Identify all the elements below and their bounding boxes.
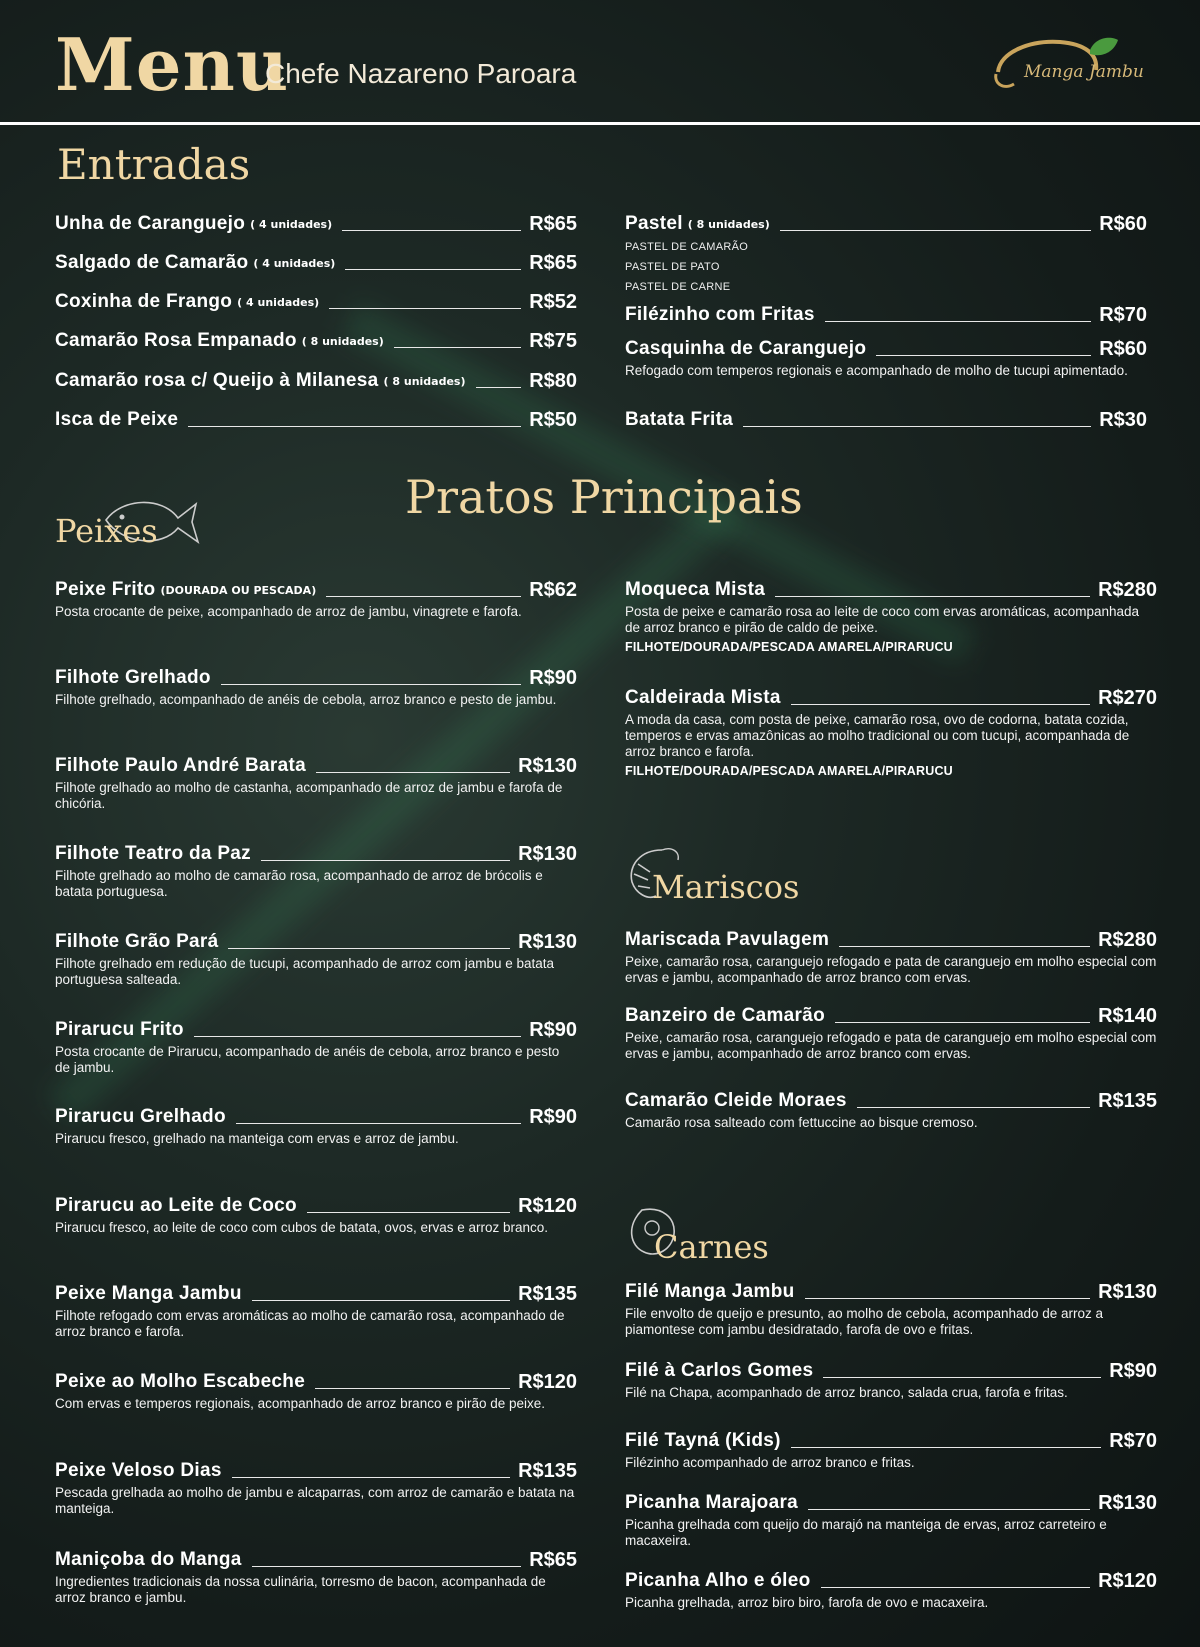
leader-line bbox=[232, 1477, 510, 1478]
leader-line bbox=[805, 1298, 1091, 1299]
item-name: Isca de Peixe bbox=[55, 409, 179, 430]
menu-item bbox=[625, 1088, 1157, 1131]
item-price: R$65 bbox=[529, 251, 577, 274]
item-name: Unha de Caranguejo bbox=[55, 213, 246, 234]
item-name: Peixe ao Molho Escabeche bbox=[55, 1371, 306, 1392]
item-qty: ( 4 unidades) bbox=[237, 295, 320, 309]
pastel-option: PASTEL DE CARNE bbox=[625, 281, 731, 293]
item-description: File envolto de queijo e presunto, ao molho de cebola, acompanhado de arroz a piamontese com jambu desidratado, farofa de ovo e fritas. bbox=[625, 1306, 1104, 1337]
peixes-title: Peixes bbox=[55, 512, 158, 550]
item-name: Pirarucu Grelhado bbox=[55, 1106, 226, 1127]
item-description: Peixe, camarão rosa, caranguejo refogado e pata de caranguejo em molho especial com ervas e jambu, acompanhado de arroz branco com ervas. bbox=[625, 1030, 1157, 1061]
leader-line bbox=[252, 1566, 522, 1567]
leader-line bbox=[775, 596, 1090, 597]
item-description: Pirarucu fresco, ao leite de coco com cubos de batata, ovos, ervas e arroz branco. bbox=[55, 1220, 549, 1235]
item-description: Pirarucu fresco, grelhado na manteiga com ervas e arroz de jambu. bbox=[55, 1131, 459, 1146]
item-price: R$90 bbox=[529, 1018, 577, 1041]
item-name: Caldeirada Mista bbox=[625, 687, 781, 708]
item-name: Peixe Frito bbox=[55, 579, 156, 600]
item-price: R$50 bbox=[529, 408, 577, 431]
item-name: Pirarucu ao Leite de Coco bbox=[55, 1195, 297, 1216]
item-price: R$90 bbox=[1109, 1359, 1157, 1382]
item-description: Camarão rosa salteado com fettuccine ao bisque cremoso. bbox=[625, 1115, 978, 1130]
leader-line bbox=[342, 230, 521, 231]
pastel-option: PASTEL DE CAMARÃO bbox=[625, 241, 749, 253]
menu-item bbox=[625, 1358, 1157, 1401]
item-description: Posta crocante de Pirarucu, acompanhado de anéis de cebola, arroz branco e pesto de jambu. bbox=[55, 1044, 560, 1075]
menu-title: Menu bbox=[55, 22, 290, 107]
menu-item bbox=[55, 211, 577, 237]
item-price: R$52 bbox=[529, 290, 577, 313]
item-description: Filézinho acompanhado de arroz branco e fritas. bbox=[625, 1455, 915, 1470]
pastel-option: PASTEL DE PATO bbox=[625, 261, 720, 273]
item-description: Posta de peixe e camarão rosa ao leite de coco com ervas aromáticas, acompanhada de arroz branco e pirão de caldo de peixe. bbox=[625, 604, 1140, 635]
entradas-title: Entradas bbox=[57, 140, 251, 189]
chef-name: Chefe Nazareno Paroara bbox=[265, 58, 577, 89]
item-description: Filhote grelhado ao molho de castanha, acompanhado de arroz de jambu e farofa de chicória. bbox=[55, 780, 563, 811]
item-price: R$80 bbox=[529, 369, 577, 392]
item-description: Picanha grelhada com queijo do marajó na manteiga de ervas, arroz carreteiro e macaxeira. bbox=[625, 1517, 1107, 1548]
mariscos-title: Mariscos bbox=[652, 868, 800, 906]
item-price: R$90 bbox=[529, 1105, 577, 1128]
item-price: R$130 bbox=[1098, 1280, 1157, 1303]
item-price: R$135 bbox=[518, 1459, 577, 1482]
leader-line bbox=[315, 1388, 510, 1389]
menu-item bbox=[55, 1369, 577, 1412]
item-price: R$90 bbox=[529, 666, 577, 689]
item-name: Filhote Grelhado bbox=[55, 667, 211, 688]
leader-line bbox=[252, 1300, 510, 1301]
item-price: R$60 bbox=[1099, 337, 1147, 360]
item-description: Filhote grelhado em redução de tucupi, acompanhado de arroz com jambu e batata portuguesa salteada. bbox=[55, 956, 555, 987]
menu-item bbox=[55, 841, 577, 900]
menu-item bbox=[55, 1017, 577, 1076]
leader-line bbox=[221, 684, 521, 685]
leader-line bbox=[857, 1107, 1090, 1108]
item-description: A moda da casa, com posta de peixe, camarão rosa, ovo de codorna, batata cozida, temperos e ervas amazônicas ao molho tradicional ou com tucupi, acompanhada de arroz branco e farofa. bbox=[625, 712, 1130, 759]
leader-line bbox=[188, 426, 521, 427]
item-name: Camarão Cleide Moraes bbox=[625, 1090, 847, 1111]
item-description: Filhote refogado com ervas aromáticas ao molho de camarão rosa, acompanhado de arroz branco e farofa. bbox=[55, 1308, 565, 1339]
menu-item bbox=[625, 302, 1147, 328]
item-description: Posta crocante de peixe, acompanhado de arroz de jambu, vinagrete e farofa. bbox=[55, 604, 522, 619]
item-name: Batata Frita bbox=[625, 409, 734, 430]
item-name: Filhote Teatro da Paz bbox=[55, 843, 251, 864]
leader-line bbox=[307, 1212, 510, 1213]
item-description: Pescada grelhada ao molho de jambu e alcaparras, com arroz de camarão e batata na manteiga. bbox=[55, 1485, 575, 1516]
leader-line bbox=[835, 1022, 1090, 1023]
leader-line bbox=[329, 308, 521, 309]
item-name: Filézinho com Fritas bbox=[625, 304, 815, 325]
item-price: R$75 bbox=[529, 329, 577, 352]
menu-item bbox=[625, 1568, 1157, 1611]
leader-line bbox=[261, 860, 510, 861]
item-price: R$120 bbox=[518, 1194, 577, 1217]
leader-line bbox=[228, 948, 510, 949]
item-price: R$60 bbox=[1099, 212, 1147, 235]
logo-text: Manga Jambu bbox=[1024, 62, 1144, 82]
item-description: Filhote grelhado, acompanhado de anéis de cebola, arroz branco e pesto de jambu. bbox=[55, 692, 557, 707]
menu-item bbox=[55, 929, 577, 988]
leader-line bbox=[825, 321, 1091, 322]
menu-item bbox=[625, 211, 1147, 297]
item-qty: ( 8 unidades) bbox=[383, 374, 466, 388]
item-qty: ( 8 unidades) bbox=[687, 217, 770, 231]
leader-line bbox=[743, 426, 1091, 427]
fish-options: FILHOTE/DOURADA/PESCADA AMARELA/PIRARUCU bbox=[625, 640, 953, 654]
item-name: Maniçoba do Manga bbox=[55, 1549, 242, 1570]
item-name: Peixe Veloso Dias bbox=[55, 1460, 222, 1481]
item-description: Refogado com temperos regionais e acompanhado de molho de tucupi apimentado. bbox=[625, 363, 1128, 378]
item-name: Filé à Carlos Gomes bbox=[625, 1360, 814, 1381]
menu-header bbox=[0, 0, 1200, 122]
item-price: R$140 bbox=[1098, 1004, 1157, 1027]
menu-item bbox=[625, 1279, 1157, 1338]
header-divider bbox=[0, 122, 1200, 125]
item-description: Picanha grelhada, arroz biro biro, farofa de ovo e macaxeira. bbox=[625, 1595, 989, 1610]
menu-item bbox=[625, 1428, 1157, 1471]
leader-line bbox=[316, 772, 510, 773]
menu-item bbox=[625, 407, 1147, 433]
menu-item bbox=[55, 577, 577, 620]
leader-line bbox=[876, 355, 1091, 356]
item-price: R$135 bbox=[1098, 1089, 1157, 1112]
menu-item bbox=[55, 407, 577, 433]
leader-line bbox=[345, 269, 521, 270]
leader-line bbox=[839, 946, 1090, 947]
menu-item bbox=[625, 927, 1157, 986]
item-description: Ingredientes tradicionais da nossa culinária, torresmo de bacon, acompanhada de arroz branco e jambu. bbox=[55, 1574, 546, 1605]
item-qty: ( 8 unidades) bbox=[301, 334, 384, 348]
leader-line bbox=[394, 347, 521, 348]
item-qty: (DOURADA OU PESCADA) bbox=[160, 583, 317, 597]
item-name: Peixe Manga Jambu bbox=[55, 1283, 242, 1304]
item-price: R$130 bbox=[518, 842, 577, 865]
menu-item bbox=[625, 336, 1147, 379]
item-price: R$130 bbox=[518, 754, 577, 777]
item-price: R$70 bbox=[1099, 303, 1147, 326]
item-price: R$270 bbox=[1098, 686, 1157, 709]
menu-item bbox=[55, 753, 577, 812]
item-name: Filé Tayná (Kids) bbox=[625, 1430, 781, 1451]
menu-item bbox=[625, 1003, 1157, 1062]
item-name: Pirarucu Frito bbox=[55, 1019, 184, 1040]
item-name: Mariscada Pavulagem bbox=[625, 929, 830, 950]
item-price: R$62 bbox=[529, 578, 577, 601]
menu-item bbox=[55, 250, 577, 276]
menu-item bbox=[55, 328, 577, 354]
item-price: R$65 bbox=[529, 212, 577, 235]
item-description: Filé na Chapa, acompanhado de arroz branco, salada crua, farofa e fritas. bbox=[625, 1385, 1068, 1400]
item-name: Camarão Rosa Empanado bbox=[55, 330, 297, 351]
item-name: Coxinha de Frango bbox=[55, 291, 233, 312]
item-name: Filhote Grão Pará bbox=[55, 931, 219, 952]
carnes-title: Carnes bbox=[654, 1228, 769, 1266]
leader-line bbox=[780, 230, 1091, 231]
menu-item bbox=[55, 1458, 577, 1517]
item-price: R$70 bbox=[1109, 1429, 1157, 1452]
item-price: R$130 bbox=[1098, 1491, 1157, 1514]
item-price: R$120 bbox=[1098, 1569, 1157, 1592]
menu-item bbox=[55, 665, 577, 708]
item-price: R$120 bbox=[518, 1370, 577, 1393]
leader-line bbox=[823, 1377, 1101, 1378]
leader-line bbox=[808, 1509, 1090, 1510]
item-name: Casquinha de Caranguejo bbox=[625, 338, 867, 359]
item-name: Salgado de Camarão bbox=[55, 252, 249, 273]
menu-item bbox=[625, 685, 1157, 778]
item-qty: ( 4 unidades) bbox=[250, 217, 333, 231]
item-description: Filhote grelhado ao molho de camarão rosa, acompanhado de arroz de brócolis e batata portuguesa. bbox=[55, 868, 543, 899]
item-qty: ( 4 unidades) bbox=[253, 256, 336, 270]
item-name: Filé Manga Jambu bbox=[625, 1281, 795, 1302]
item-description: Com ervas e temperos regionais, acompanhado de arroz branco e pirão de peixe. bbox=[55, 1396, 546, 1411]
leader-line bbox=[821, 1587, 1091, 1588]
menu-item bbox=[55, 1281, 577, 1340]
item-name: Moqueca Mista bbox=[625, 579, 766, 600]
item-name: Picanha Marajoara bbox=[625, 1492, 799, 1513]
item-price: R$30 bbox=[1099, 408, 1147, 431]
fish-options: FILHOTE/DOURADA/PESCADA AMARELA/PIRARUCU bbox=[625, 764, 953, 778]
leader-line bbox=[791, 704, 1090, 705]
item-name: Banzeiro de Camarão bbox=[625, 1005, 825, 1026]
leader-line bbox=[236, 1123, 521, 1124]
menu-item bbox=[55, 1547, 577, 1606]
item-description: Peixe, camarão rosa, caranguejo refogado e pata de caranguejo em molho especial com ervas e jambu, acompanhado de arroz branco com ervas. bbox=[625, 954, 1157, 985]
item-name: Filhote Paulo André Barata bbox=[55, 755, 306, 776]
leader-line bbox=[791, 1447, 1101, 1448]
pratos-principais-title: Pratos Principais bbox=[405, 470, 803, 524]
item-name: Camarão rosa c/ Queijo à Milanesa bbox=[55, 370, 379, 391]
menu-item bbox=[55, 368, 577, 394]
menu-item bbox=[55, 1104, 577, 1147]
item-price: R$280 bbox=[1098, 928, 1157, 951]
item-name: Picanha Alho e óleo bbox=[625, 1570, 811, 1591]
item-name: Pastel bbox=[625, 213, 683, 234]
item-price: R$135 bbox=[518, 1282, 577, 1305]
leader-line bbox=[194, 1036, 521, 1037]
item-price: R$65 bbox=[529, 1548, 577, 1571]
menu-item bbox=[55, 1193, 577, 1236]
leader-line bbox=[476, 387, 522, 388]
leader-line bbox=[326, 596, 521, 597]
menu-item bbox=[55, 289, 577, 315]
item-price: R$130 bbox=[518, 930, 577, 953]
item-price: R$280 bbox=[1098, 578, 1157, 601]
menu-item bbox=[625, 1490, 1157, 1549]
menu-item bbox=[625, 577, 1157, 654]
